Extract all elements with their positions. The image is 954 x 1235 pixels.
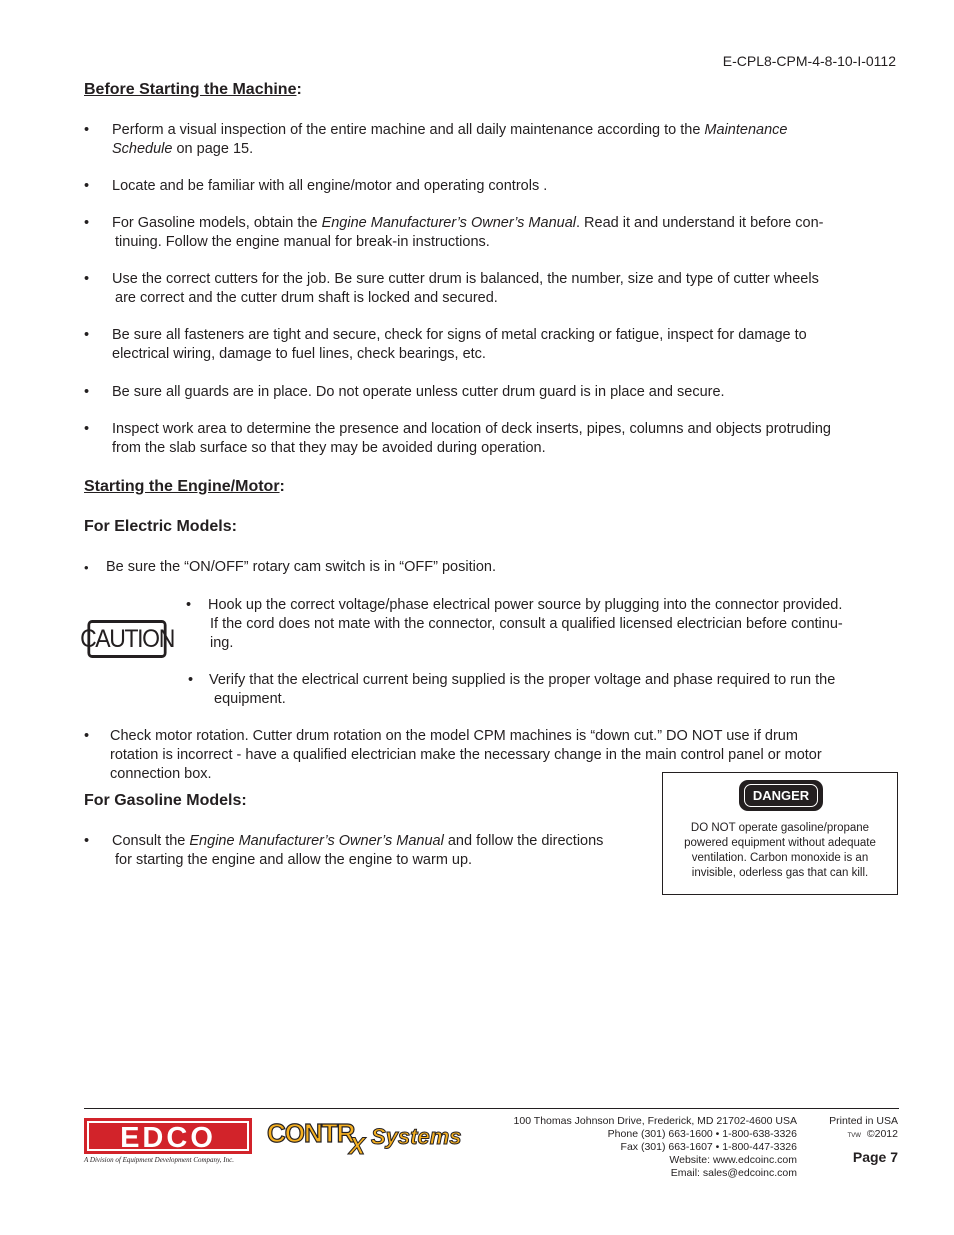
edco-tagline: A Division of Equipment Development Company, Inc.	[84, 1156, 234, 1164]
print-info: Printed in USA TVW ©2012	[829, 1115, 898, 1140]
document-code: E-CPL8-CPM-4-8-10-I-0112	[722, 53, 896, 69]
page-number: Page 7	[852, 1149, 898, 1165]
section-heading-before-starting: Before Starting the Machine:	[84, 81, 302, 98]
subheading-electric-models: For Electric Models:	[84, 518, 237, 535]
bullet-icon: •	[84, 384, 90, 400]
footer-divider	[84, 1108, 899, 1109]
svg-text:CONTR: CONTR	[267, 1118, 355, 1148]
bullet-icon: •	[84, 833, 90, 849]
svg-text:X: X	[349, 1133, 366, 1158]
danger-notice	[662, 772, 898, 895]
bullet-icon: •	[84, 421, 90, 437]
contrx-systems-logo	[265, 1114, 480, 1158]
bullet-icon: •	[84, 560, 89, 575]
bullet-icon: •	[84, 215, 90, 231]
bullet-icon: •	[186, 597, 192, 613]
section-heading-starting-engine: Starting the Engine/Motor:	[84, 478, 285, 495]
danger-text: DO NOT operate gasoline/propane powered equipment without adequate ventilation. Carbon monoxide is an invisible, oderless gas that can kill.	[684, 822, 876, 879]
caution-badge: CAUTION	[87, 620, 166, 658]
danger-badge: DANGER	[739, 780, 823, 811]
bullet-icon: •	[84, 728, 90, 744]
bullet-icon: •	[188, 672, 194, 688]
company-contact-block: 100 Thomas Johnson Drive, Frederick, MD 21702-4600 USA Phone (301) 663-1600 • 1-800-638-3326 Fax (301) 663-1607 • 1-800-447-3326 Website: www.edcoinc.com Email: sales@edcoinc.com	[513, 1115, 797, 1179]
svg-text:Systems: Systems	[371, 1124, 462, 1149]
bullet-icon: •	[84, 178, 90, 194]
bullet-icon: •	[84, 327, 90, 343]
subheading-gasoline-models: For Gasoline Models:	[84, 792, 247, 809]
svg-text:EDCO: EDCO	[120, 1122, 216, 1154]
bullet-icon: •	[84, 271, 90, 287]
bullet-icon: •	[84, 122, 90, 138]
